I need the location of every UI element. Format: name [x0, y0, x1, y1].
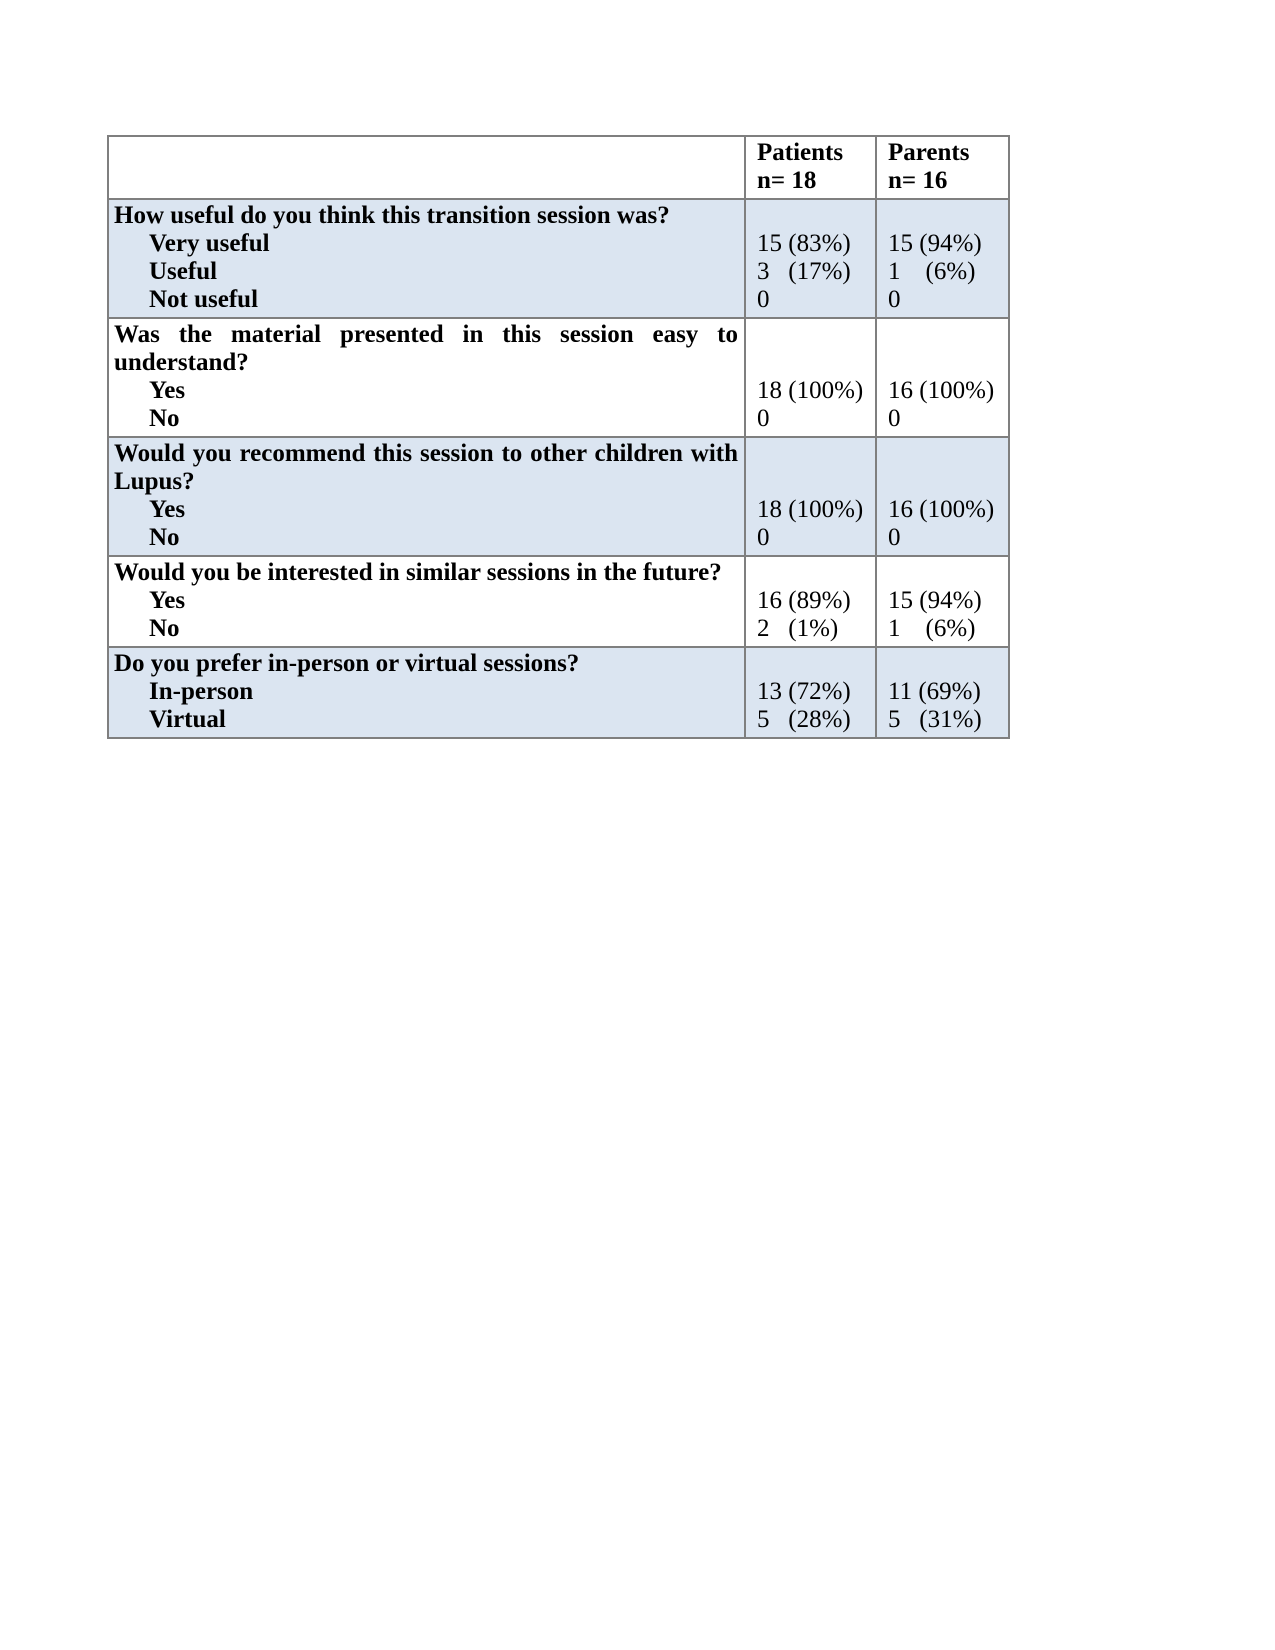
session-feedback-table — [107, 135, 1010, 739]
patients-value-cell — [744, 438, 875, 555]
option-label: Yes — [149, 496, 186, 523]
question-cell — [109, 319, 744, 436]
table-row — [109, 555, 1008, 646]
parents-value-cell — [875, 200, 1008, 317]
parents-value: 16 (100%) — [888, 496, 995, 523]
value-spacer — [757, 440, 758, 496]
parents-n-count: n= 16 — [888, 167, 948, 194]
patients-value: 16 (89%) — [757, 587, 851, 614]
parents-value-cell — [875, 319, 1008, 436]
patients-value: 5 (28%) — [757, 706, 851, 733]
question-text: Do you prefer in-person or virtual sessions? — [114, 650, 580, 677]
parents-value: 5 (31%) — [888, 706, 982, 733]
table-row — [109, 317, 1008, 436]
patients-value-cell — [744, 557, 875, 646]
patients-value: 0 — [757, 286, 770, 313]
parents-value: 1 (6%) — [888, 258, 976, 285]
patients-value: 15 (83%) — [757, 230, 851, 257]
patients-value: 13 (72%) — [757, 678, 851, 705]
option-label: Yes — [149, 377, 186, 404]
question-cell — [109, 648, 744, 737]
parents-value: 16 (100%) — [888, 377, 995, 404]
patients-value: 0 — [757, 405, 770, 432]
patients-value: 3 (17%) — [757, 258, 851, 285]
value-spacer — [888, 321, 889, 377]
option-label: No — [149, 405, 180, 432]
parents-value: 0 — [888, 524, 901, 551]
table-row — [109, 436, 1008, 555]
patients-value-cell — [744, 200, 875, 317]
value-spacer — [888, 440, 889, 496]
table-row — [109, 646, 1008, 737]
header-patients-cell — [744, 137, 875, 198]
value-spacer — [757, 202, 758, 230]
parents-value-cell — [875, 438, 1008, 555]
header-row — [109, 137, 1008, 198]
parents-value: 1 (6%) — [888, 615, 976, 642]
header-empty-cell — [109, 137, 744, 198]
question-text: Would you be interested in similar sessions in the future? — [114, 559, 722, 586]
value-spacer — [757, 559, 758, 587]
patients-value-cell — [744, 319, 875, 436]
patients-value: 0 — [757, 524, 770, 551]
header-parents-cell — [875, 137, 1008, 198]
parents-value: 0 — [888, 405, 901, 432]
parents-value-cell — [875, 648, 1008, 737]
option-label: Not useful — [149, 286, 259, 313]
option-label: Virtual — [149, 706, 226, 733]
patients-value: 18 (100%) — [757, 496, 864, 523]
option-label: No — [149, 615, 180, 642]
value-spacer — [888, 559, 889, 587]
parents-column-label: Parents — [888, 139, 970, 166]
patients-value: 2 (1%) — [757, 615, 839, 642]
patients-n-count: n= 18 — [757, 167, 817, 194]
patients-column-label: Patients — [757, 139, 844, 166]
option-label: Yes — [149, 587, 186, 614]
parents-value: 15 (94%) — [888, 587, 982, 614]
option-label: No — [149, 524, 180, 551]
option-label: Useful — [149, 258, 218, 285]
parents-value: 15 (94%) — [888, 230, 982, 257]
value-spacer — [888, 650, 889, 678]
question-text: Was the material presented in this session easy to understand? — [114, 321, 738, 376]
parents-value-cell — [875, 557, 1008, 646]
question-cell — [109, 200, 744, 317]
option-label: In-person — [149, 678, 254, 705]
question-cell — [109, 438, 744, 555]
patients-value-cell — [744, 648, 875, 737]
value-spacer — [757, 321, 758, 377]
value-spacer — [888, 202, 889, 230]
option-label: Very useful — [149, 230, 270, 257]
question-text: How useful do you think this transition session was? — [114, 202, 670, 229]
patients-value: 18 (100%) — [757, 377, 864, 404]
parents-value: 0 — [888, 286, 901, 313]
table-row — [109, 198, 1008, 317]
question-cell — [109, 557, 744, 646]
value-spacer — [757, 650, 758, 678]
question-text: Would you recommend this session to other children with Lupus? — [114, 440, 738, 495]
parents-value: 11 (69%) — [888, 678, 981, 705]
